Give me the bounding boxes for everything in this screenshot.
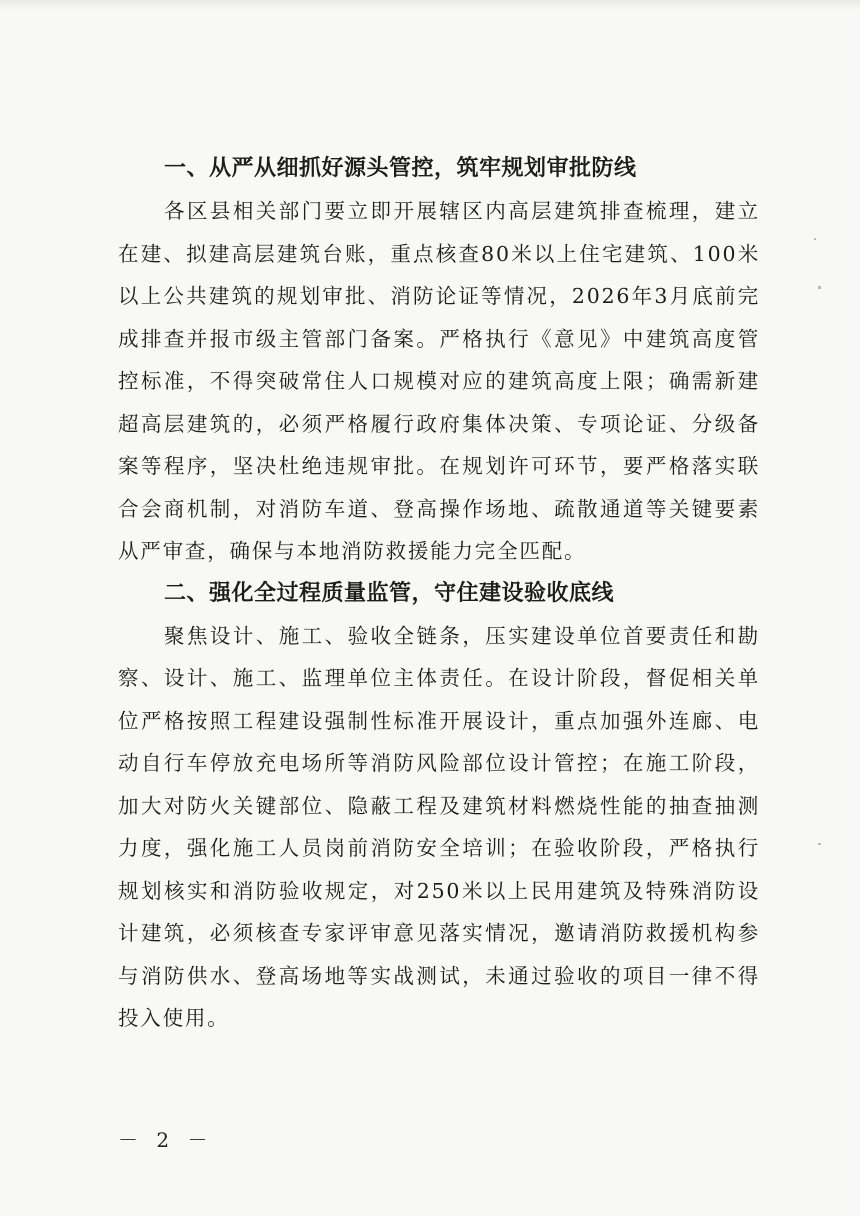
scan-speck bbox=[814, 238, 816, 240]
document-body bbox=[118, 148, 760, 1040]
section-heading-1: 一、从严从细抓好源头管控，筑牢规划审批防线 bbox=[164, 156, 637, 181]
page-number: － 2 － bbox=[118, 1128, 214, 1152]
scan-edge bbox=[0, 0, 860, 10]
section-heading-2: 二、强化全过程质量监管，守住建设验收底线 bbox=[164, 580, 615, 606]
section-paragraph-2: 聚焦设计、施工、验收全链条，压实建设单位首要责任和勘察、设计、施工、监理单位主体责任。在设计阶段，督促相关单位严格按照工程建设强制性标准开展设计，重点加强外连廊、电动自行车停放充电场所等消防风险部位设计管控；在施工阶段，加大对防火关键部位、隐蔽工程及建筑材料燃烧性能的抽查抽测力度，强化施工人员岗前消防安全培训；在验收阶段，严格执行规划核实和消防验收规定，对250米以上民用建筑及特殊消防设计建筑，必须核查专家评审意见落实情况，邀请消防救援机构参与消防供水、登高场地等实战测试，未通过验收的项目一律不得投入使用。 bbox=[118, 623, 760, 1030]
scan-speck bbox=[818, 286, 821, 289]
scan-speck bbox=[818, 843, 821, 845]
section-paragraph-1: 各区县相关部门要立即开展辖区内高层建筑排查梳理，建立在建、拟建高层建筑台账，重点核查80米以上住宅建筑、100米以上公共建筑的规划审批、消防论证等情况，2026年3月底前完成排查并报市级主管部门备案。严格执行《意见》中建筑高度管控标准，不得突破常住人口规模对应的建筑高度上限；确需新建超高层建筑的，必须严格履行政府集体决策、专项论证、分级备案等程序，坚决杜绝违规审批。在规划许可环节，要严格落实联合会商机制，对消防车道、登高操作场地、疏散通道等关键要素从严审查，确保与本地消防救援能力完全匹配。 bbox=[118, 199, 760, 563]
